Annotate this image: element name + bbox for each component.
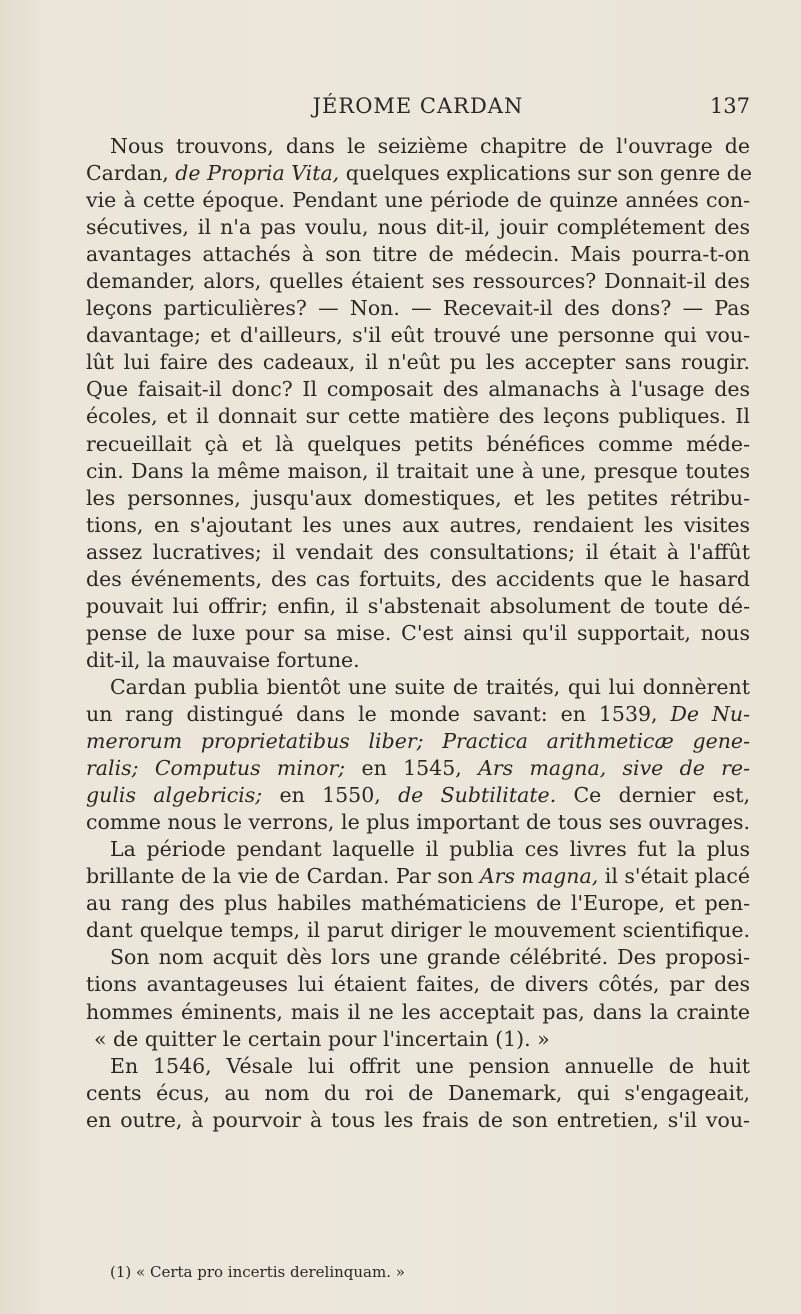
line-text: vie à cette époque. Pendant une période de quinze années con- (86, 188, 750, 213)
line-text: hommes éminents, mais il ne les acceptait pas, dans la crainte (86, 999, 750, 1024)
line-text: davantage; et d'ailleurs, s'il eût trouvé une personne qui vou- (86, 323, 750, 348)
line-text: il s'était placé (598, 864, 750, 889)
line-text: Cardan, (86, 161, 176, 186)
line-text: Que faisait-il donc? Il composait des almanachs à l'usage des (86, 377, 750, 402)
page-header (86, 94, 750, 124)
text-line (86, 214, 750, 241)
line-text: cents écus, au nom du roi de Danemark, qui s'engageait, (86, 1080, 750, 1105)
italic-title-text: de Subtilitate. (398, 783, 557, 808)
text-line (86, 971, 750, 998)
line-text: tions, en s'ajoutant les unes aux autres, rendaient les visites (86, 512, 750, 537)
italic-title-text: gulis algebricis; (86, 783, 263, 808)
line-text: recueillait çà et là quelques petits bénéfices comme méde- (86, 431, 750, 456)
text-line (86, 295, 750, 322)
text-line (86, 241, 750, 268)
text-line (86, 593, 750, 620)
text-line (86, 836, 750, 863)
text-line (86, 917, 750, 944)
italic-title-text: de Propria Vita, (175, 161, 340, 186)
text-line (86, 809, 750, 836)
line-text: dant quelque temps, il parut diriger le mouvement scientifique. (86, 918, 750, 943)
line-text: un rang distingué dans le monde savant: en 1539, (86, 701, 671, 726)
line-text: Ce dernier est, (556, 783, 750, 808)
text-line (86, 512, 750, 539)
text-line (86, 1107, 750, 1134)
line-text: Nous trouvons, dans le seizième chapitre de l'ouvrage de (110, 134, 750, 158)
line-text: en 1545, (345, 756, 479, 781)
footnote: (1) « Certa pro incertis derelinquam. » (110, 1263, 405, 1281)
text-line (86, 701, 750, 728)
text-line (86, 268, 750, 295)
text-line (86, 674, 750, 701)
running-title: JÉROME CARDAN (312, 94, 524, 118)
italic-title-text: merorum proprietatibus liber; Practica arithmeticæ gene- (86, 729, 750, 754)
line-text: La période pendant laquelle il publia ces livres fut la plus (110, 837, 750, 862)
line-text: leçons particulières? — Non. — Recevait-il des dons? — Pas (86, 296, 750, 321)
line-text: tions avantageuses lui étaient faites, de divers côtés, par des (86, 972, 750, 997)
text-line (86, 890, 750, 917)
text-line (86, 1026, 750, 1053)
text-line (86, 647, 750, 674)
body-text (86, 133, 753, 1134)
text-line (86, 728, 750, 755)
text-line (86, 349, 750, 376)
text-line (86, 863, 750, 890)
italic-title-text: Ars magna, (479, 864, 599, 889)
line-text: « de quitter le certain pour l'incertain (1). » (94, 1026, 550, 1051)
line-text: lût lui faire des cadeaux, il n'eût pu les accepter sans rougir. (86, 350, 750, 375)
line-text: Cardan publia bientôt une suite de traités, qui lui donnèrent (110, 674, 750, 699)
text-line (86, 458, 750, 485)
line-text: au rang des plus habiles mathématiciens de l'Europe, et pen- (86, 891, 750, 916)
italic-title-text: Ars magna, sive de re- (478, 756, 750, 781)
line-text: cin. Dans la même maison, il traitait une à une, presque toutes (86, 458, 750, 483)
page-number: 137 (709, 94, 750, 118)
text-line (86, 160, 753, 187)
text-line (86, 566, 750, 593)
text-line (86, 782, 750, 809)
line-text: sécutives, il n'a pas voulu, nous dit-il, jouir complétement des (86, 215, 750, 240)
text-line (86, 485, 750, 512)
line-text: les personnes, jusqu'aux domestiques, et les petites rétribu- (86, 485, 750, 510)
line-text: des événements, des cas fortuits, des accidents que le hasard (86, 566, 750, 591)
line-text: assez lucratives; il vendait des consultations; il était à l'affût (86, 539, 750, 564)
line-text: En 1546, Vésale lui offrit une pension annuelle de huit (110, 1053, 750, 1078)
line-text: comme nous le verrons, le plus important de tous ses ouvrages. (86, 810, 750, 835)
text-line (86, 1080, 750, 1107)
text-line (86, 187, 750, 214)
text-line (86, 1053, 750, 1080)
text-line (86, 322, 750, 349)
text-line (86, 403, 750, 430)
line-text: avantages attachés à son titre de médecin. Mais pourra-t-on (86, 242, 750, 267)
line-text: quelques explications sur son genre de (339, 161, 753, 186)
line-text: en 1550, (262, 783, 399, 808)
line-text: en outre, à pourvoir à tous les frais de son entretien, s'il vou- (86, 1107, 750, 1132)
text-line (86, 376, 750, 403)
line-text: dit-il, la mauvaise fortune. (86, 647, 360, 672)
italic-title-text: De Nu- (670, 701, 750, 726)
line-text: pense de luxe pour sa mise. C'est ainsi qu'il supportait, nous (86, 620, 750, 645)
text-line (86, 755, 750, 782)
text-line (86, 539, 750, 566)
text-line (86, 999, 750, 1026)
italic-title-text: ralis; Computus minor; (86, 756, 346, 781)
text-line (86, 620, 750, 647)
line-text: Son nom acquit dès lors une grande célébrité. Des proposi- (110, 945, 750, 970)
line-text: écoles, et il donnait sur cette matière des leçons publiques. Il (86, 404, 750, 429)
text-line (86, 133, 750, 160)
line-text: brillante de la vie de Cardan. Par son (86, 864, 480, 889)
line-text: pouvait lui offrir; enfin, il s'abstenait absolument de toute dé- (86, 593, 750, 618)
text-line (86, 944, 750, 971)
text-line (86, 431, 750, 458)
line-text: demander, alors, quelles étaient ses ressources? Donnait-il des (86, 269, 750, 294)
